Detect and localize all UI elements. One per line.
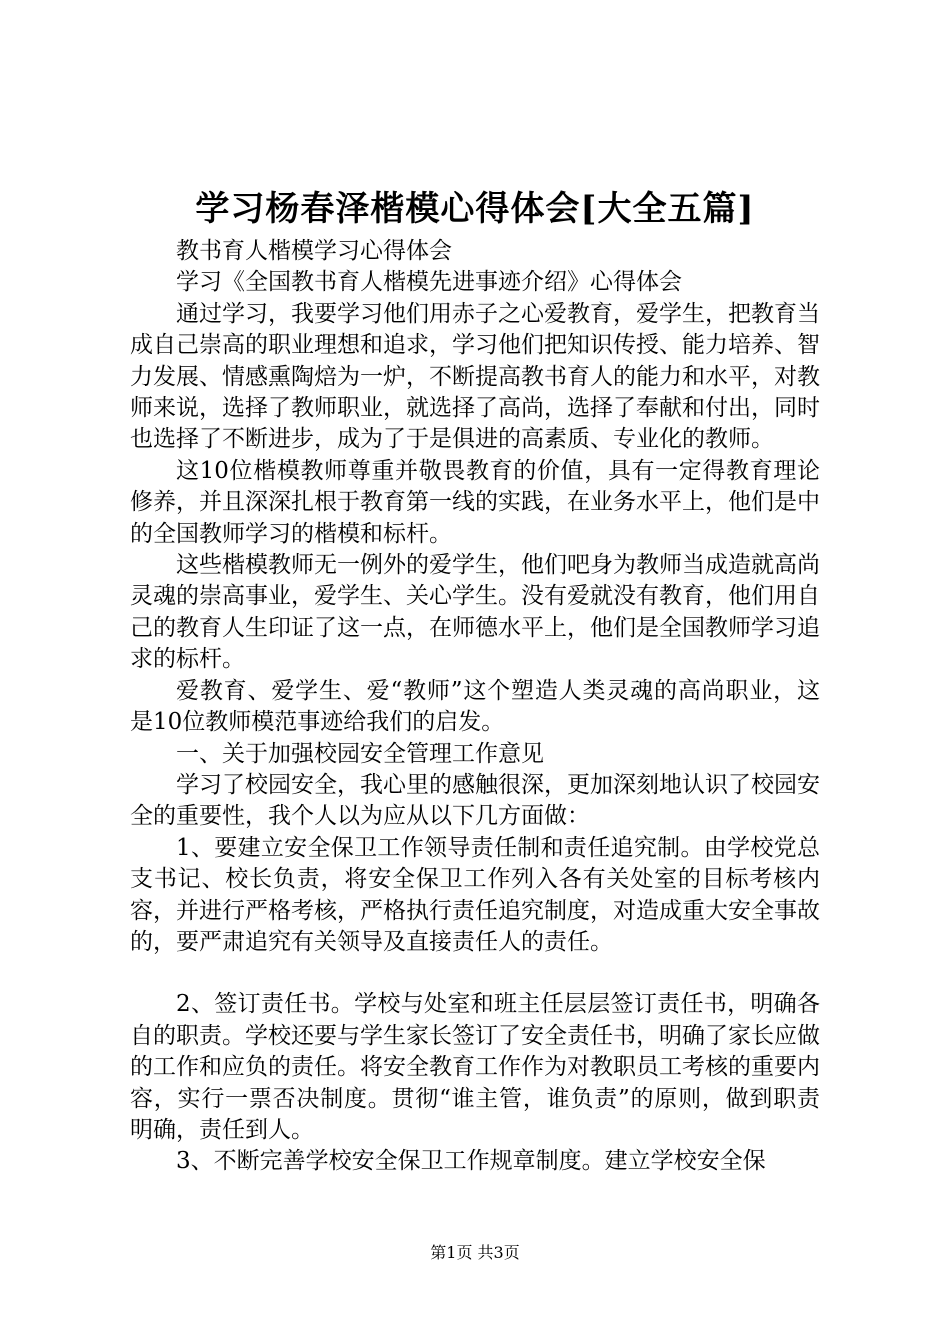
- paragraph: 2、签订责任书。学校与处室和班主任层层签订责任书，明确各自的职责。学校还要与学生家长签订了安全责任书，明确了家长应做的工作和应负的责任。将安全教育工作作为对教职员工考核的重要内容，实行一票否决制度。贯彻“谁主管，谁负责”的原则，做到职责明确，责任到人。: [130, 991, 820, 1143]
- document-title: 学习杨春泽楷模心得体会[大全五篇]: [195, 189, 755, 229]
- paragraph: 通过学习，我要学习他们用赤子之心爱教育，爱学生，把教育当成自己崇高的职业理想和追求，学习他们把知识传授、能力培养、智力发展、情感熏陶焙为一炉，不断提高教书育人的能力和水平，对教师来说，选择了教师职业，就选择了高尚，选择了奉献和付出，同时也选择了不断进步，成为了于是俱进的高素质、专业化的教师。: [130, 300, 820, 453]
- paragraph: 这10位楷模教师尊重并敬畏教育的价值，具有一定得教育理论修养，并且深深扎根于教育第一线的实践，在业务水平上，他们是中的全国教师学习的楷模和标杆。: [130, 457, 820, 547]
- paragraph: 学习《全国教书育人楷模先进事迹介绍》心得体会: [176, 269, 682, 296]
- paragraph: 爱教育、爱学生、爱“教师”这个塑造人类灵魂的高尚职业，这是10位教师模范事迹给我们的启发。: [130, 677, 820, 736]
- paragraph: 1、要建立安全保卫工作领导责任制和责任追究制。由学校党总支书记、校长负责，将安全保卫工作列入各有关处室的目标考核内容，并进行严格考核，严格执行责任追究制度，对造成重大安全事故的，要严肃追究有关领导及直接责任人的责任。: [130, 834, 820, 955]
- paragraph: 3、不断完善学校安全保卫工作规章制度。建立学校安全保: [176, 1148, 766, 1175]
- paragraph: 教书育人楷模学习心得体会: [176, 238, 452, 264]
- section-heading: 一、关于加强校园安全管理工作意见: [176, 740, 544, 767]
- document-body: [130, 236, 820, 1178]
- paragraph: 这些楷模教师无一例外的爱学生，他们吧身为教师当成造就高尚灵魂的崇高事业，爱学生、关心学生。没有爱就没有教育，他们用自己的教育人生印证了这一点，在师德水平上，他们是全国教师学习追求的标杆。: [130, 552, 820, 673]
- page-number-footer: 第1页 共3页: [430, 1243, 520, 1262]
- paragraph: 学习了校园安全，我心里的感触很深，更加深刻地认识了校园安全的重要性，我个人以为应从以下几方面做：: [130, 771, 820, 830]
